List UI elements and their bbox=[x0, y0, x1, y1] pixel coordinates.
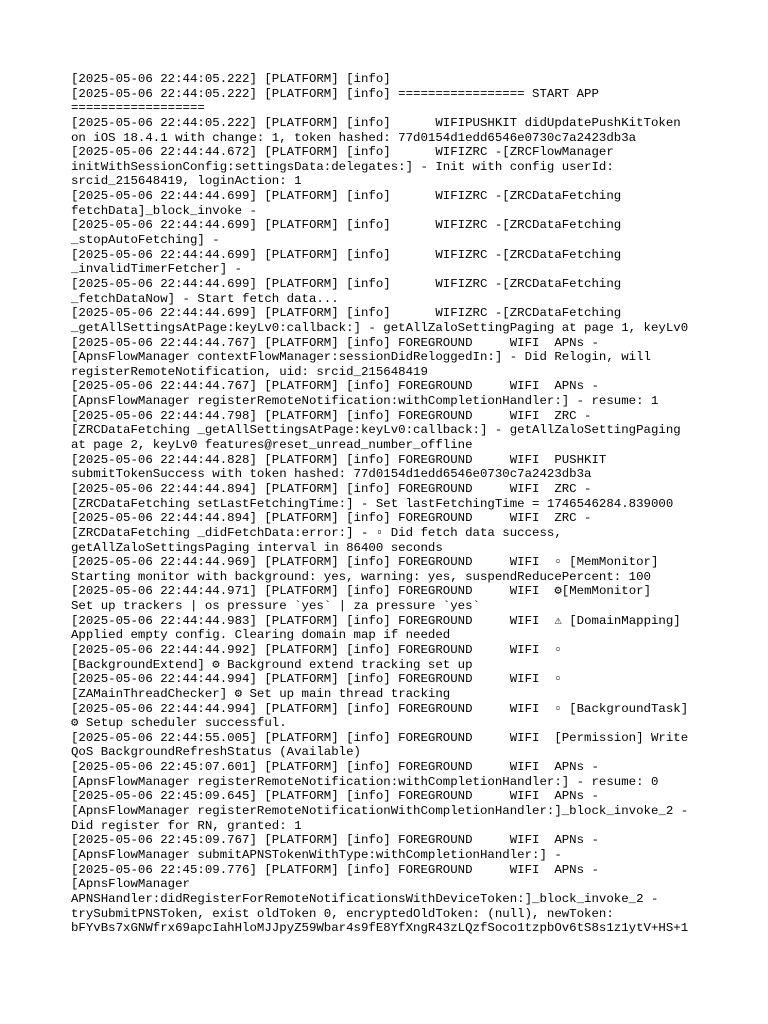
log-line: Starting monitor with background: yes, warning: yes, suspendReducePercent: 100 bbox=[71, 569, 651, 584]
log-line: _fetchDataNow] - Start fetch data... bbox=[71, 291, 339, 306]
log-line: [2025-05-06 22:44:44.798] [PLATFORM] [info] FOREGROUND WIFI ZRC - bbox=[71, 408, 592, 423]
log-line: [2025-05-06 22:44:44.994] [PLATFORM] [info] FOREGROUND WIFI ▫ [BackgroundTask] bbox=[71, 701, 689, 716]
log-line: [2025-05-06 22:44:44.672] [PLATFORM] [info] WIFIZRC -[ZRCFlowManager bbox=[71, 145, 614, 160]
log-line: [ApnsFlowManager contextFlowManager:sessionDidReloggedIn:] - Did Relogin, will bbox=[71, 350, 651, 365]
log-line: [ApnsFlowManager registerRemoteNotification:withCompletionHandler:] - resume: 0 bbox=[71, 774, 659, 789]
log-line: [2025-05-06 22:45:09.767] [PLATFORM] [info] FOREGROUND WIFI APNs - bbox=[71, 833, 599, 848]
log-line: bFYvBs7xGNWfrx69apcIahHloMJJpyZ59Wbar4s9fE8YfXngR43zLQzfSoco1tzpbOv6tS8s1z1ytV+HS+1 bbox=[71, 921, 689, 936]
log-line: ================== bbox=[71, 101, 205, 116]
log-line: Did register for RN, granted: 1 bbox=[71, 818, 302, 833]
log-line: [2025-05-06 22:44:44.994] [PLATFORM] [info] FOREGROUND WIFI ▫ bbox=[71, 672, 562, 687]
log-line: getAllZaloSettingsPaging interval in 86400 seconds bbox=[71, 540, 443, 555]
log-line: [2025-05-06 22:44:44.699] [PLATFORM] [info] WIFIZRC -[ZRCDataFetching bbox=[71, 218, 622, 233]
log-line: [2025-05-06 22:44:05.222] [PLATFORM] [info] ================= START APP bbox=[71, 86, 599, 101]
log-line: registerRemoteNotification, uid: srcid_215648419 bbox=[71, 364, 428, 379]
log-line: [ZAMainThreadChecker] ⚙ Set up main thread tracking bbox=[71, 686, 451, 701]
log-line: _stopAutoFetching] - bbox=[71, 233, 220, 248]
log-text-block bbox=[71, 72, 711, 936]
log-line: Set up trackers | os pressure `yes` | za pressure `yes` bbox=[71, 599, 480, 614]
log-line: [2025-05-06 22:45:07.601] [PLATFORM] [info] FOREGROUND WIFI APNs - bbox=[71, 760, 599, 775]
log-line: trySubmitPNSToken, exist oldToken 0, encryptedOldToken: (null), newToken: bbox=[71, 906, 614, 921]
log-line: [ZRCDataFetching _didFetchData:error:] - ▫ Did fetch data success, bbox=[71, 525, 562, 540]
log-line: [2025-05-06 22:44:44.699] [PLATFORM] [info] WIFIZRC -[ZRCDataFetching bbox=[71, 306, 622, 321]
log-line: [2025-05-06 22:44:44.894] [PLATFORM] [info] FOREGROUND WIFI ZRC - bbox=[71, 511, 592, 526]
log-line: [2025-05-06 22:45:09.645] [PLATFORM] [info] FOREGROUND WIFI APNs - bbox=[71, 789, 599, 804]
log-line: [2025-05-06 22:44:44.767] [PLATFORM] [info] FOREGROUND WIFI APNs - bbox=[71, 335, 599, 350]
log-line: [2025-05-06 22:44:44.983] [PLATFORM] [info] FOREGROUND WIFI ⚠ [DomainMapping] bbox=[71, 613, 681, 628]
log-line: _getAllSettingsAtPage:keyLv0:callback:] - getAllZaloSettingPaging at page 1, keyLv0 bbox=[71, 320, 689, 335]
log-line: ⚙ Setup scheduler successful. bbox=[71, 716, 287, 731]
log-line: [2025-05-06 22:44:44.828] [PLATFORM] [info] FOREGROUND WIFI PUSHKIT bbox=[71, 452, 607, 467]
log-line: fetchData]_block_invoke - bbox=[71, 203, 257, 218]
log-line: [2025-05-06 22:44:44.971] [PLATFORM] [info] FOREGROUND WIFI ⚙[MemMonitor] bbox=[71, 584, 652, 599]
log-line: [2025-05-06 22:44:44.969] [PLATFORM] [info] FOREGROUND WIFI ▫ [MemMonitor] bbox=[71, 555, 659, 570]
log-line: _invalidTimerFetcher] - bbox=[71, 262, 243, 277]
log-line: [2025-05-06 22:44:44.992] [PLATFORM] [info] FOREGROUND WIFI ▫ bbox=[71, 642, 562, 657]
log-line: [ZRCDataFetching _getAllSettingsAtPage:keyLv0:callback:] - getAllZaloSettingPaging bbox=[71, 423, 681, 438]
log-line: [ApnsFlowManager registerRemoteNotification:withCompletionHandler:] - resume: 1 bbox=[71, 394, 659, 409]
log-line: [2025-05-06 22:44:44.699] [PLATFORM] [info] WIFIZRC -[ZRCDataFetching bbox=[71, 189, 622, 204]
log-line: [2025-05-06 22:44:44.767] [PLATFORM] [info] FOREGROUND WIFI APNs - bbox=[71, 379, 599, 394]
log-line: QoS BackgroundRefreshStatus (Available) bbox=[71, 745, 361, 760]
log-line: srcid_215648419, loginAction: 1 bbox=[71, 174, 302, 189]
log-line: [ZRCDataFetching setLastFetchingTime:] - Set lastFetchingTime = 1746546284.839000 bbox=[71, 496, 674, 511]
log-line: APNSHandler:didRegisterForRemoteNotificationsWithDeviceToken:]_block_invoke_2 - bbox=[71, 891, 659, 906]
log-line: [2025-05-06 22:44:55.005] [PLATFORM] [info] FOREGROUND WIFI [Permission] Write bbox=[71, 730, 689, 745]
log-line: [ApnsFlowManager submitAPNSTokenWithType:withCompletionHandler:] - bbox=[71, 847, 562, 862]
log-line: initWithSessionConfig:settingsData:delegates:] - Init with config userId: bbox=[71, 159, 614, 174]
log-line: at page 2, keyLv0 features@reset_unread_number_offline bbox=[71, 438, 473, 453]
log-line: [2025-05-06 22:44:44.894] [PLATFORM] [info] FOREGROUND WIFI ZRC - bbox=[71, 481, 592, 496]
log-line: on iOS 18.4.1 with change: 1, token hashed: 77d0154d1edd6546e0730c7a2423db3a bbox=[71, 130, 637, 145]
log-line: [2025-05-06 22:44:44.699] [PLATFORM] [info] WIFIZRC -[ZRCDataFetching bbox=[71, 276, 622, 291]
log-line: [2025-05-06 22:45:09.776] [PLATFORM] [info] FOREGROUND WIFI APNs - bbox=[71, 862, 599, 877]
log-line: [BackgroundExtend] ⚙ Background extend tracking set up bbox=[71, 657, 473, 672]
log-line: [2025-05-06 22:44:05.222] [PLATFORM] [info] WIFIPUSHKIT didUpdatePushKitToken bbox=[71, 115, 681, 130]
log-line: Applied empty config. Clearing domain map if needed bbox=[71, 628, 451, 643]
log-line: [2025-05-06 22:44:05.222] [PLATFORM] [info] bbox=[71, 72, 391, 86]
log-line: [ApnsFlowManager registerRemoteNotificationWithCompletionHandler:]_block_invoke_2 - bbox=[71, 804, 689, 819]
log-line: [2025-05-06 22:44:44.699] [PLATFORM] [info] WIFIZRC -[ZRCDataFetching bbox=[71, 247, 622, 262]
log-line: [ApnsFlowManager bbox=[71, 877, 190, 892]
log-line: submitTokenSuccess with token hashed: 77d0154d1edd6546e0730c7a2423db3a bbox=[71, 467, 592, 482]
